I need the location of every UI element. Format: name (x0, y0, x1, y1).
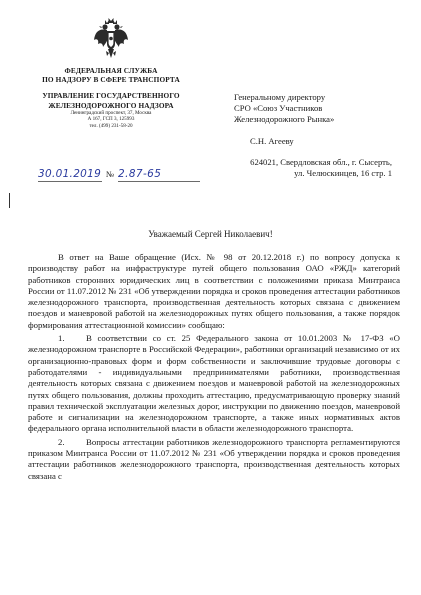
paragraph-number: 2. (58, 436, 65, 447)
addressee-block (234, 92, 409, 179)
addressee-name: С.Н. Агееву (250, 135, 294, 146)
registration-number (38, 168, 200, 184)
body-paragraph-2 (28, 437, 400, 482)
department-name-line-1: УПРАВЛЕНИЕ ГОСУДАРСТВЕННОГО (42, 91, 180, 101)
addressee-position: Генеральному директору (234, 92, 326, 102)
date-underline (38, 181, 102, 182)
body-paragraph-intro: В ответ на Ваше обращение (Исх. № 98 от 20.12.2018 г.) по вопросу допуска к производству работ на инфраструктуре путей общего пользования ОАО «РЖД» категорий работников сторонних юридических лиц в соответствии с положениями приказа Минтранса России от 11.07.2012 № 231 «Об утверждении порядка и сроков проведения аттестации работников железнодорожного транспорта, производственная деятельность которых связана с движением поездов и маневровой работой на железнодорожных путях общего пользования, а также порядок формирования аттестационной комиссии» сообщаю: (28, 252, 400, 330)
double-headed-eagle-emblem-icon (93, 18, 129, 62)
letterhead-address-line-1: Ленинградский проспект, 37, Москва (70, 109, 152, 116)
margin-mark (9, 193, 10, 208)
addressee-address-line-2: ул. Челюскинцев, 16 стр. 1 (294, 168, 392, 179)
registration-outgoing-number: 2.87-65 (118, 168, 162, 180)
letterhead-phone: тел. (499) 231-58-20 (89, 123, 133, 129)
letterhead-address-line-2: А 167, ГСП 3, 125993 (87, 116, 135, 123)
letter-body (28, 252, 400, 484)
addressee-address-line-1: 624021, Свердловская обл., г. Сысерть, (250, 156, 392, 167)
addressee-organization-line-2: Железнодорожного Рынка» (234, 114, 335, 125)
number-underline (118, 181, 200, 182)
paragraph-text: В соответствии со ст. 25 Федерального закона от 10.01.2003 № 17-ФЗ «О железнодорожном транспорте в Российской Федерации», работники организаций независимо от их организационно-правовых форм и форм собственности и заключившие трудовые договоры с работодателями - индивидуальными предпринимателями работники, производственная деятельность которых связана с движением поездов и маневровой работой на железнодорожных путях общего пользования, должны проходить аттестацию, предусматривающую проверку знаний правил технической эксплуатации железных дорог, инструкции по движению поездов, маневровой работе и сигнализации на железнодорожном транспорте, а также иных нормативных актов федерального органа исполнительной власти в области железнодорожного транспорта. (28, 333, 400, 434)
agency-name-line-2: ПО НАДЗОРУ В СФЕРЕ ТРАНСПОРТА (42, 75, 180, 85)
number-sign: № (106, 169, 115, 179)
paragraph-text: Вопросы аттестации работников железнодорожного транспорта регламентируются приказом Минтранса России от 11.07.2012 № 231 «Об утверждении порядка и сроков проведения аттестации работников железнодорожного транспорта, производственная деятельность которых связана с (28, 436, 400, 481)
letterhead (36, 18, 186, 130)
department-name-line-2: ЖЕЛЕЗНОДОРОЖНОГО НАДЗОРА (48, 100, 174, 110)
registration-date: 30.01.2019 (38, 168, 102, 180)
addressee-organization-line-1: СРО «Союз Участников (234, 103, 323, 114)
salutation: Уважаемый Сергей Николаевич! (148, 229, 273, 239)
paragraph-number: 1. (58, 333, 65, 344)
agency-name-line-1: ФЕДЕРАЛЬНАЯ СЛУЖБА (64, 66, 158, 75)
body-paragraph-1 (28, 333, 400, 435)
